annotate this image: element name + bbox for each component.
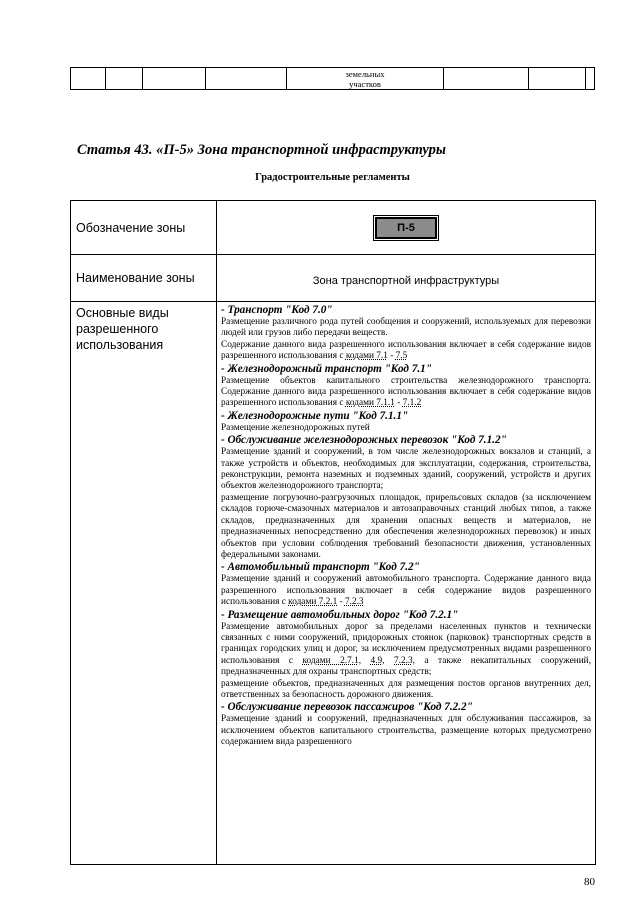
permitted-uses-row — [71, 302, 596, 865]
use-text: размещение объектов, предназначенных для размещения постов органов внутренних дел, ответственных за безопасность дорожного движения. — [221, 678, 591, 700]
code-reference-link[interactable]: 7.1.2 — [402, 398, 422, 409]
use-item — [221, 561, 591, 608]
use-text-part: Размещение автомобильных дорог за пределами населенных пунктов и технически связанных с ними сооружений, придорожных стоянок (парковок) транспортных средств в границах городских улиц и дорог, за исключением предусмотренных видами разрешенного использования с — [221, 621, 591, 666]
zone-code-badge: П-5 — [375, 217, 437, 239]
use-item — [221, 701, 591, 748]
page-number: 80 — [584, 876, 595, 888]
zone-name-label: Наименование зоны — [71, 255, 217, 302]
code-reference-link[interactable]: 7.2.3 — [394, 655, 413, 666]
permitted-uses-label: Основные виды разрешенного использования — [71, 302, 217, 865]
permitted-uses-cell — [217, 302, 596, 865]
use-item — [221, 434, 591, 561]
use-item — [221, 609, 591, 702]
continuation-table — [70, 67, 595, 90]
use-text-part: , — [382, 655, 394, 666]
code-reference-link[interactable]: кодами 7.1 — [345, 351, 388, 362]
use-title: - Обслуживание перевозок пассажиров "Код 7.2.2" — [221, 701, 473, 714]
use-title: - Транспорт "Код 7.0" — [221, 304, 333, 316]
use-text-part: , а также некапитальных сооружений, предназначенных для охраны транспортных средств; — [221, 655, 591, 678]
use-text-part: Размещение объектов капитального строительства железнодорожного транспорта. Содержание данного вида разрешенного использования включает в себя содержание видов разрешенного использования с — [221, 375, 591, 409]
code-reference-link[interactable]: кодами 7.2.1 — [288, 597, 338, 608]
zone-code-row — [71, 201, 596, 255]
permitted-uses-list — [221, 304, 591, 864]
code-reference-link[interactable]: 7.5 — [395, 351, 408, 362]
table-cell-text — [287, 68, 444, 90]
code-reference-link[interactable]: 4.9 — [370, 655, 383, 666]
table-cell — [71, 68, 106, 90]
use-text: размещение погрузочно-разгрузочных площадок, прирельсовых складов (за исключением складов горюче-смазочных материалов и автозаправочных станций любых типов, а также складов, предназначенных для хранения опасных веществ и материалов, не предназначенных непосредственно для обеспечения железнодорожных перевозок) и иных объектов при условии соблюдения требований безопасности движения, установленных федеральными законами. — [221, 492, 591, 560]
use-title: - Обслуживание железнодорожных перевозок "Код 7.1.2" — [221, 434, 507, 447]
table-cell — [206, 68, 287, 90]
cell-text-line2: участков — [349, 78, 381, 89]
use-text: Размещение зданий и сооружений, предназначенных для обслуживания пассажиров, за исключением объектов капитального строительства, размещение которых предусмотрено содержанием вида разрешенного — [221, 714, 591, 748]
use-text-part: - — [387, 351, 396, 362]
use-title: - Размещение автомобильных дорог "Код 7.2.1" — [221, 608, 459, 621]
use-item — [221, 363, 591, 410]
use-text-part: - — [394, 398, 403, 409]
table-cell — [444, 68, 529, 90]
use-text — [221, 574, 591, 608]
use-text-part: - — [337, 597, 345, 608]
use-text-part: Размещение зданий и сооружений автомобильного транспорта. Содержание данного вида разрешенного использования включает в себя содержание видов разрешенного использования с — [221, 574, 591, 608]
use-title: - Железнодорожные пути "Код 7.1.1" — [221, 409, 409, 422]
use-text-part: , — [358, 655, 371, 666]
code-reference-link[interactable]: 7.2.3 — [344, 597, 364, 608]
use-text — [221, 340, 591, 363]
table-cell — [586, 68, 595, 90]
table-cell — [529, 68, 586, 90]
use-item — [221, 304, 591, 363]
code-reference-link[interactable]: кодами 7.1.1 — [345, 398, 395, 409]
use-text-part: Содержание данного вида разрешенного использования включает в себя содержание видов разрешенного использования с — [221, 339, 591, 362]
table-cell — [143, 68, 206, 90]
use-text: Размещение железнодорожных путей — [221, 422, 370, 433]
cell-text-line1: земельных — [345, 68, 385, 79]
section-title: Градостроительные регламенты — [255, 172, 410, 183]
zone-name-row — [71, 255, 596, 302]
zone-code-cell — [217, 201, 596, 255]
use-text: Размещение зданий и сооружений, в том числе железнодорожных вокзалов и станций, а также устройств и объектов, необходимых для эксплуатации, содержания, строительства, реконструкции, ремонта наземных и подземных зданий, сооружений, устройств и других объектов железнодорожного транспорта; — [221, 447, 591, 492]
use-title: - Железнодорожный транспорт "Код 7.1" — [221, 362, 432, 375]
use-item — [221, 410, 591, 434]
regulations-table — [70, 200, 596, 865]
use-text — [221, 376, 591, 410]
zone-name: Зона транспортной инфраструктуры — [217, 255, 596, 302]
article-title: Статья 43. «П-5» Зона транспортной инфраструктуры — [77, 142, 446, 158]
code-reference-link[interactable]: кодами 2.7.1 — [302, 655, 359, 666]
use-text: Размещение различного рода путей сообщения и сооружений, используемых для перевозки людей или грузов либо передачи веществ. — [221, 317, 591, 339]
use-text — [221, 622, 591, 679]
zone-code-label: Обозначение зоны — [71, 201, 217, 255]
use-title: - Автомобильный транспорт "Код 7.2" — [221, 561, 420, 574]
table-cell — [106, 68, 143, 90]
